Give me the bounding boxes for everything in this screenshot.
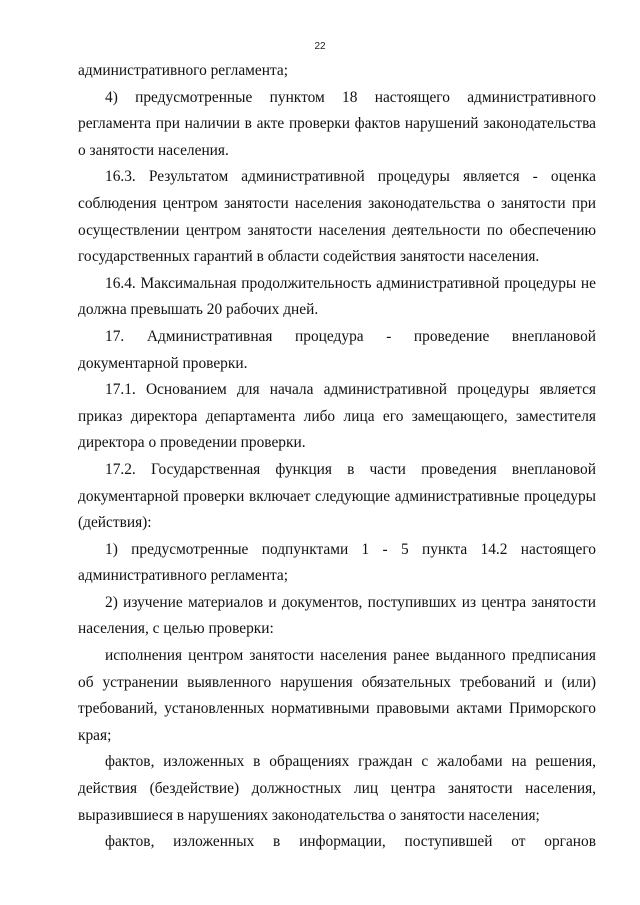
paragraph-check-complaints: фактов, изложенных в обращениях граждан с жалобами на решения, действия (бездействие) должностных лиц центра занятости населения, выразившиеся в нарушениях законодательства о занятости населения; bbox=[78, 753, 596, 824]
paragraph-16-3: 16.3. Результатом административной процедуры является - оценка соблюдения центром занятости населения законодательства о занятости при осуществлении центром занятости населения деятельности по обеспечению государственных гарантий в области содействия занятости населения. bbox=[78, 168, 596, 266]
paragraph-17-2: 17.2. Государственная функция в части проведения внеплановой документарной проверки включает следующие административные процедуры (действия): bbox=[78, 460, 596, 532]
paragraph-item-4: 4) предусмотренные пунктом 18 настоящего административного регламента при наличии в акте проверки фактов нарушений законодательства о занятости населения. bbox=[78, 88, 596, 159]
paragraph-17: 17. Административная процедура - проведение внеплановой документарной проверки. bbox=[78, 327, 596, 372]
paragraph-17-1: 17.1. Основанием для начала административной процедуры является приказ директора департамента либо лица его замещающего, заместителя директора о проведении проверки. bbox=[78, 381, 596, 452]
paragraph-check-information: фактов, изложенных в информации, поступившей от органов bbox=[105, 833, 596, 851]
paragraph-check-prescription: исполнения центром занятости населения ранее выданного предписания об устранении выявленного нарушения обязательных требований и (или) требований, установленных нормативными правовыми актами Приморского края; bbox=[78, 647, 596, 744]
paragraph-continuation: административного регламента; bbox=[78, 62, 289, 79]
document-body bbox=[78, 58, 596, 856]
paragraph-subitem-1: 1) предусмотренные подпунктами 1 - 5 пункта 14.2 настоящего административного регламента; bbox=[78, 540, 596, 585]
page-number: 22 bbox=[314, 41, 326, 52]
paragraph-16-4: 16.4. Максимальная продолжительность административной процедуры не должна превышать 20 рабочих дней. bbox=[78, 274, 596, 319]
paragraph-subitem-2: 2) изучение материалов и документов, поступивших из центра занятости населения, с целью проверки: bbox=[78, 593, 596, 638]
